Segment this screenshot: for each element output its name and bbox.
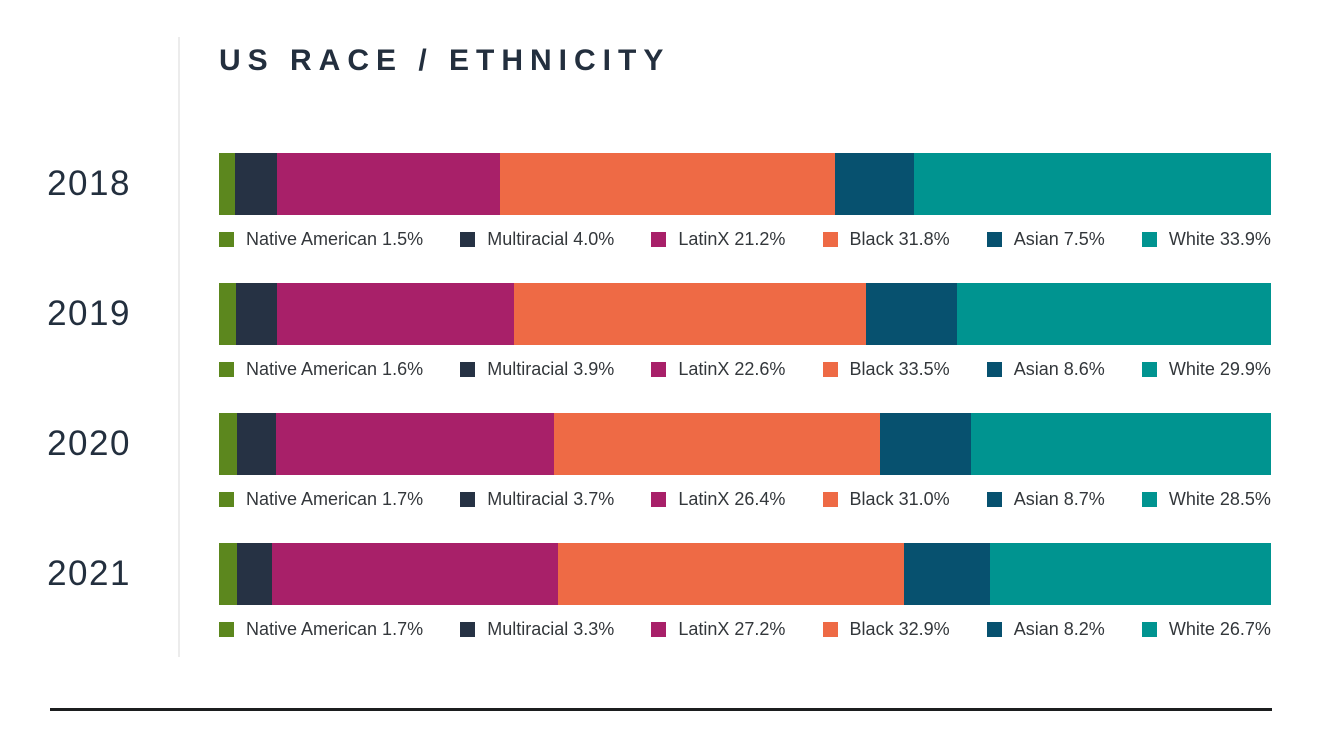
legend-swatch-multiracial-icon <box>460 492 475 507</box>
legend-item-native-american <box>219 358 423 381</box>
bar-segment-native-american <box>219 543 237 605</box>
legend-label-native-american: Native American 1.7% <box>246 489 424 509</box>
legend-item-white <box>1142 228 1271 251</box>
legend-item-latinx <box>651 488 785 511</box>
legend-item-asian <box>987 618 1105 641</box>
legend-swatch-black-icon <box>823 362 838 377</box>
legend-label-latinx: LatinX 22.6% <box>678 359 786 379</box>
bar-segment-multiracial <box>236 283 277 345</box>
bar-segment-black <box>558 543 904 605</box>
legend-label-multiracial: Multiracial 3.9% <box>487 359 615 379</box>
legend-item-white <box>1142 358 1271 381</box>
legend-label-white: White 33.9% <box>1168 229 1271 249</box>
legend-swatch-latinx-icon <box>651 622 666 637</box>
legend-swatch-latinx-icon <box>651 232 666 247</box>
legend-label-multiracial: Multiracial 3.3% <box>487 619 615 639</box>
legend-swatch-multiracial-icon <box>460 362 475 377</box>
legend-swatch-native-american-icon <box>219 362 234 377</box>
legend-item-black <box>823 488 950 511</box>
stacked-bar-2021 <box>219 543 1271 605</box>
legend-swatch-white-icon <box>1142 232 1157 247</box>
legend-swatch-white-icon <box>1142 362 1157 377</box>
bar-segment-native-american <box>219 153 235 215</box>
legend-swatch-native-american-icon <box>219 232 234 247</box>
bar-segment-native-american <box>219 413 237 475</box>
legend-item-multiracial <box>460 488 614 511</box>
legend-item-black <box>823 618 950 641</box>
chart-title: US RACE / ETHNICITY <box>219 44 671 77</box>
legend-swatch-black-icon <box>823 232 838 247</box>
legend-label-multiracial: Multiracial 3.7% <box>487 489 615 509</box>
bar-segment-latinx <box>277 153 500 215</box>
bar-segment-white <box>914 153 1271 215</box>
legend-swatch-white-icon <box>1142 492 1157 507</box>
legend-label-native-american: Native American 1.6% <box>246 359 424 379</box>
chart-row-2019 <box>219 283 1271 381</box>
legend-item-native-american <box>219 228 423 251</box>
legend-2021 <box>219 618 1271 641</box>
legend-swatch-black-icon <box>823 622 838 637</box>
legend-swatch-native-american-icon <box>219 492 234 507</box>
bar-segment-white <box>957 283 1271 345</box>
legend-2018 <box>219 228 1271 251</box>
year-label-2020: 2020 <box>47 424 131 463</box>
legend-label-asian: Asian 8.2% <box>1013 619 1105 639</box>
legend-item-white <box>1142 618 1271 641</box>
legend-swatch-latinx-icon <box>651 492 666 507</box>
legend-item-latinx <box>651 358 785 381</box>
bar-segment-multiracial <box>237 543 272 605</box>
legend-label-latinx: LatinX 26.4% <box>678 489 786 509</box>
bar-segment-multiracial <box>235 153 277 215</box>
legend-item-asian <box>987 228 1105 251</box>
bar-segment-latinx <box>276 413 554 475</box>
legend-item-native-american <box>219 618 423 641</box>
bar-segment-asian <box>880 413 972 475</box>
bar-segment-black <box>500 153 835 215</box>
legend-label-black: Black 31.8% <box>849 229 950 249</box>
legend-label-white: White 28.5% <box>1168 489 1271 509</box>
legend-item-asian <box>987 358 1105 381</box>
stacked-bar-2019 <box>219 283 1271 345</box>
legend-item-black <box>823 358 950 381</box>
bar-segment-multiracial <box>237 413 276 475</box>
legend-item-latinx <box>651 228 785 251</box>
left-vertical-divider <box>178 37 180 657</box>
chart-row-2020 <box>219 413 1271 511</box>
legend-label-native-american: Native American 1.7% <box>246 619 424 639</box>
bar-segment-asian <box>866 283 956 345</box>
stacked-bar-2020 <box>219 413 1271 475</box>
legend-item-black <box>823 228 950 251</box>
legend-label-white: White 29.9% <box>1168 359 1271 379</box>
legend-swatch-white-icon <box>1142 622 1157 637</box>
legend-2019 <box>219 358 1271 381</box>
stacked-bar-2018 <box>219 153 1271 215</box>
legend-label-asian: Asian 7.5% <box>1013 229 1105 249</box>
legend-swatch-black-icon <box>823 492 838 507</box>
legend-label-multiracial: Multiracial 4.0% <box>487 229 615 249</box>
chart-row-2018 <box>219 153 1271 251</box>
legend-label-asian: Asian 8.7% <box>1013 489 1105 509</box>
bar-segment-white <box>971 413 1271 475</box>
legend-item-white <box>1142 488 1271 511</box>
bottom-rule <box>50 708 1272 711</box>
legend-swatch-multiracial-icon <box>460 232 475 247</box>
legend-label-white: White 26.7% <box>1168 619 1271 639</box>
legend-item-latinx <box>651 618 785 641</box>
bar-segment-black <box>514 283 866 345</box>
bar-segment-asian <box>835 153 914 215</box>
bar-segment-latinx <box>277 283 515 345</box>
legend-label-latinx: LatinX 27.2% <box>678 619 786 639</box>
legend-item-multiracial <box>460 618 614 641</box>
legend-item-multiracial <box>460 228 614 251</box>
bar-segment-white <box>990 543 1271 605</box>
stacked-bars-area <box>219 153 1271 673</box>
bar-segment-asian <box>904 543 990 605</box>
legend-label-latinx: LatinX 21.2% <box>678 229 786 249</box>
legend-item-asian <box>987 488 1105 511</box>
legend-2020 <box>219 488 1271 511</box>
legend-swatch-asian-icon <box>987 492 1002 507</box>
legend-label-native-american: Native American 1.5% <box>246 229 424 249</box>
bar-segment-latinx <box>272 543 558 605</box>
legend-swatch-native-american-icon <box>219 622 234 637</box>
legend-label-black: Black 33.5% <box>849 359 950 379</box>
legend-label-black: Black 32.9% <box>849 619 950 639</box>
legend-item-native-american <box>219 488 423 511</box>
year-label-2018: 2018 <box>47 164 131 203</box>
legend-swatch-asian-icon <box>987 362 1002 377</box>
legend-swatch-asian-icon <box>987 622 1002 637</box>
chart-row-2021 <box>219 543 1271 641</box>
legend-swatch-multiracial-icon <box>460 622 475 637</box>
legend-label-black: Black 31.0% <box>849 489 950 509</box>
legend-item-multiracial <box>460 358 614 381</box>
legend-swatch-latinx-icon <box>651 362 666 377</box>
year-label-2019: 2019 <box>47 294 131 333</box>
bar-segment-native-american <box>219 283 236 345</box>
legend-swatch-asian-icon <box>987 232 1002 247</box>
legend-label-asian: Asian 8.6% <box>1013 359 1105 379</box>
bar-segment-black <box>554 413 880 475</box>
year-label-2021: 2021 <box>47 554 131 593</box>
